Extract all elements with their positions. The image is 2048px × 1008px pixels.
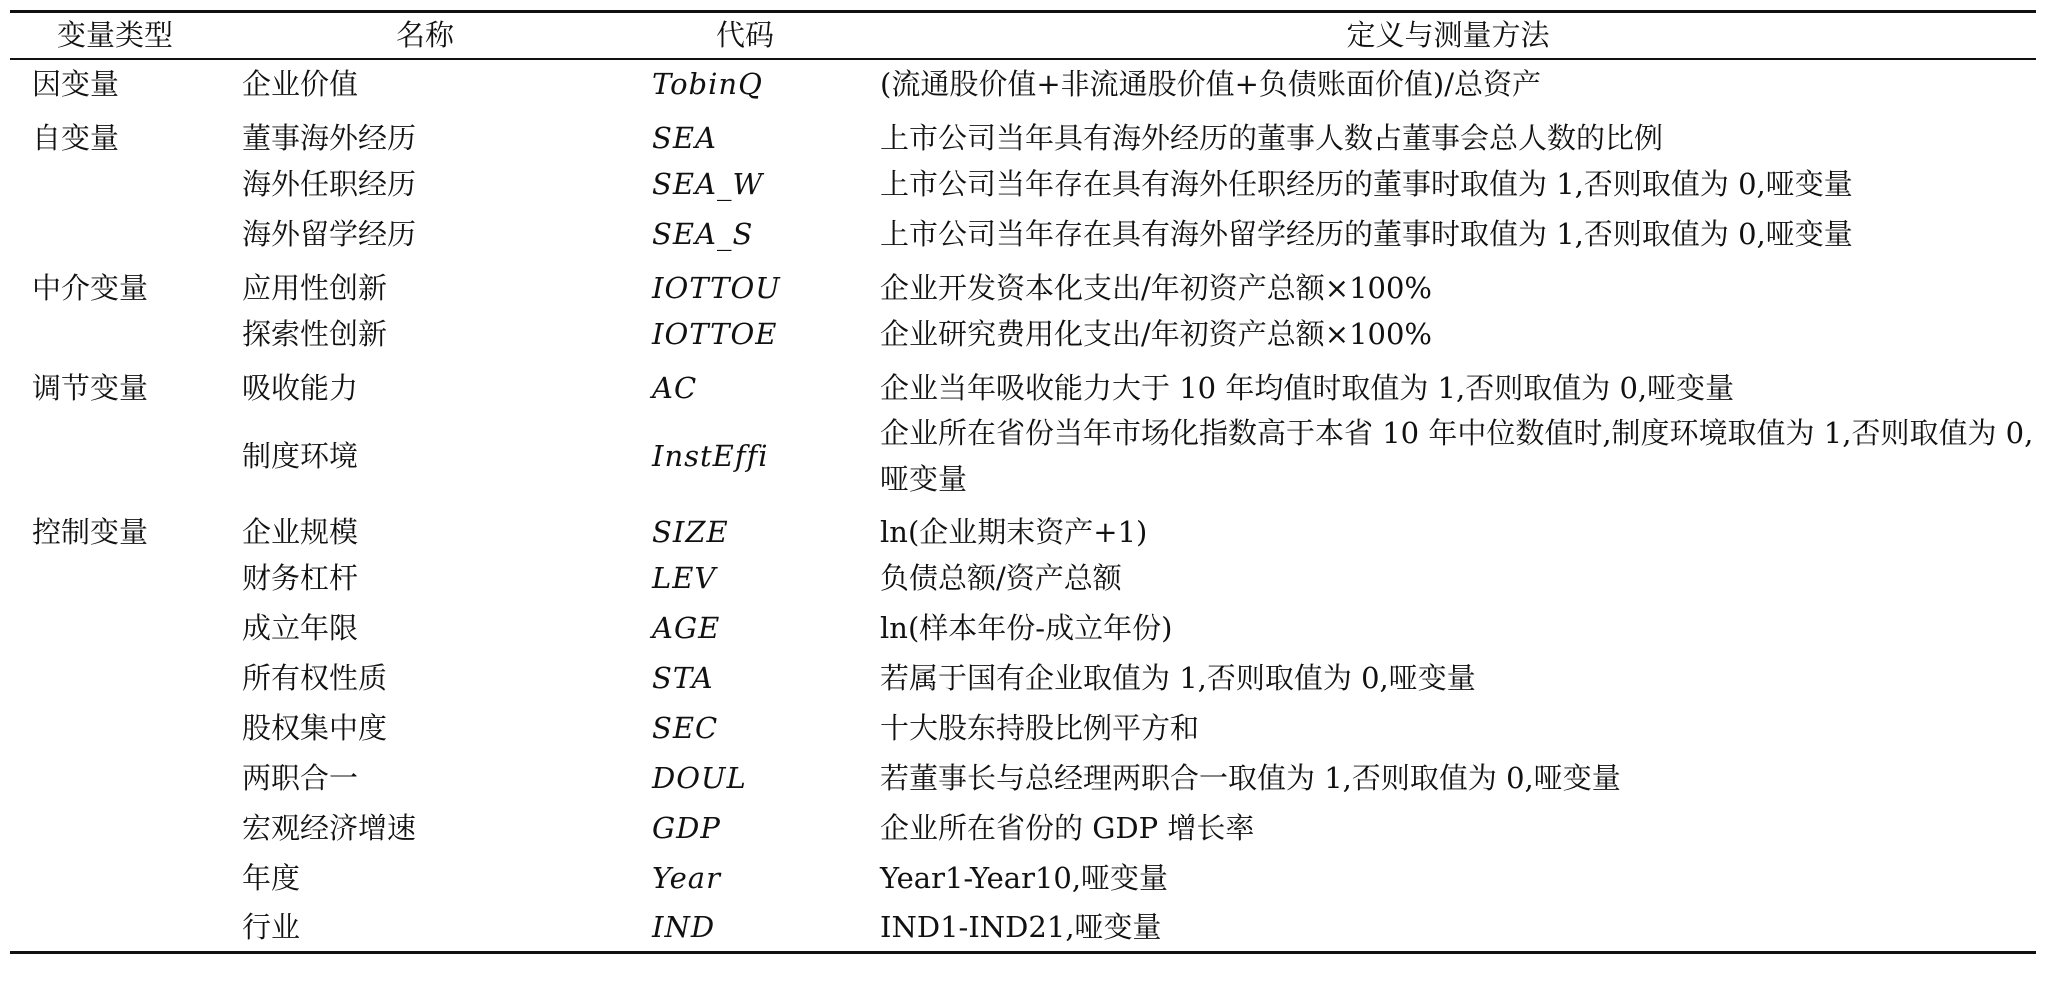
variable-type-cell xyxy=(10,903,220,953)
variable-definition-table-wrapper xyxy=(10,10,2036,954)
header-definition: 定义与测量方法 xyxy=(860,12,2036,59)
variable-type-cell xyxy=(10,603,220,653)
variable-type-cell xyxy=(10,409,220,503)
table-row xyxy=(10,803,2036,853)
table-row xyxy=(10,159,2036,209)
variable-type-cell: 自变量 xyxy=(32,120,120,155)
variable-type-cell xyxy=(10,753,220,803)
variable-definition-cell: 上市公司当年存在具有海外任职经历的董事时取值为 1,否则取值为 0,哑变量 xyxy=(880,166,1853,201)
table-row xyxy=(10,109,2036,159)
variable-definition-cell: 企业开发资本化支出/年初资产总额×100% xyxy=(880,270,1432,305)
variable-code-cell: IOTTOU xyxy=(652,270,781,305)
table-body xyxy=(10,59,2036,953)
variable-code-cell: SEA_W xyxy=(652,166,764,201)
variable-definition-cell: 上市公司当年存在具有海外留学经历的董事时取值为 1,否则取值为 0,哑变量 xyxy=(880,216,1853,251)
table-row xyxy=(10,603,2036,653)
variable-name-cell: 行业 xyxy=(220,903,630,953)
table-row xyxy=(10,59,2036,109)
variable-definition-cell: 企业所在省份当年市场化指数高于本省 10 年中位数值时,制度环境取值为 1,否则取值为 0,哑变量 xyxy=(880,415,2034,496)
variable-type-cell xyxy=(10,209,220,259)
variable-definition-cell: 负债总额/资产总额 xyxy=(880,560,1122,595)
variable-name-cell: 两职合一 xyxy=(242,760,359,795)
table-header xyxy=(10,12,2036,59)
header-variable-type: 变量类型 xyxy=(10,12,220,59)
variable-definition-cell: ln(样本年份-成立年份) xyxy=(880,610,1173,645)
variable-name-cell: 成立年限 xyxy=(242,610,359,645)
variable-name-cell: 企业规模 xyxy=(242,514,359,549)
variable-code-cell: GDP xyxy=(652,810,721,845)
variable-name-cell: 所有权性质 xyxy=(242,660,388,695)
variable-definition-cell: Year1-Year10,哑变量 xyxy=(880,860,1169,895)
variable-name-cell: 财务杠杆 xyxy=(242,560,359,595)
variable-type-cell xyxy=(10,553,220,603)
variable-type-cell xyxy=(10,803,220,853)
variable-code-cell: LEV xyxy=(652,560,717,595)
variable-name-cell: 年度 xyxy=(242,860,301,895)
table-row xyxy=(10,653,2036,703)
variable-definition-cell: (流通股价值+非流通股价值+负债账面价值)/总资产 xyxy=(880,67,1541,101)
variable-name-cell: 宏观经济增速 xyxy=(242,810,417,845)
variable-code-cell: IND xyxy=(630,903,860,953)
variable-name-cell: 海外留学经历 xyxy=(242,216,417,251)
table-row xyxy=(10,259,2036,309)
variable-code-cell: SIZE xyxy=(652,514,729,549)
variable-type-cell: 因变量 xyxy=(32,67,120,101)
variable-name-cell: 海外任职经历 xyxy=(242,166,417,201)
variable-code-cell: SEA_S xyxy=(652,216,754,251)
variable-definition-cell: 若属于国有企业取值为 1,否则取值为 0,哑变量 xyxy=(880,660,1476,695)
variable-name-cell: 吸收能力 xyxy=(242,370,359,405)
variable-definition-cell: 上市公司当年具有海外经历的董事人数占董事会总人数的比例 xyxy=(880,120,1664,155)
table-row xyxy=(10,553,2036,603)
table-row xyxy=(10,209,2036,259)
header-name: 名称 xyxy=(220,12,630,59)
variable-definition-cell: 十大股东持股比例平方和 xyxy=(880,710,1200,745)
variable-code-cell: STA xyxy=(652,660,714,695)
variable-type-cell xyxy=(10,653,220,703)
variable-code-cell: InstEffi xyxy=(652,438,769,473)
variable-name-cell: 探索性创新 xyxy=(242,316,388,351)
variable-code-cell: AC xyxy=(652,370,698,405)
variable-type-cell xyxy=(10,309,220,359)
variable-code-cell: DOUL xyxy=(652,760,747,795)
variable-definition-cell: IND1-IND21,哑变量 xyxy=(860,903,2036,953)
variable-code-cell: SEA xyxy=(652,120,717,155)
table-row xyxy=(10,309,2036,359)
variable-type-cell xyxy=(10,853,220,903)
variable-definition-table xyxy=(10,10,2036,954)
variable-definition-cell: 企业所在省份的 GDP 增长率 xyxy=(880,810,1255,845)
table-row xyxy=(10,703,2036,753)
variable-definition-cell: 企业当年吸收能力大于 10 年均值时取值为 1,否则取值为 0,哑变量 xyxy=(880,370,1735,405)
variable-name-cell: 制度环境 xyxy=(242,438,359,473)
variable-code-cell: AGE xyxy=(652,610,721,645)
table-row xyxy=(10,503,2036,553)
table-row xyxy=(10,903,2036,953)
variable-name-cell: 股权集中度 xyxy=(242,710,388,745)
header-row xyxy=(10,12,2036,59)
variable-definition-cell: ln(企业期末资产+1) xyxy=(880,514,1148,549)
variable-code-cell: Year xyxy=(652,860,721,895)
variable-code-cell: IOTTOE xyxy=(652,316,778,351)
variable-definition-cell: 若董事长与总经理两职合一取值为 1,否则取值为 0,哑变量 xyxy=(880,760,1621,795)
variable-name-cell: 应用性创新 xyxy=(242,270,388,305)
table-row xyxy=(10,409,2036,503)
variable-definition-cell: 企业研究费用化支出/年初资产总额×100% xyxy=(880,316,1432,351)
variable-name-cell: 企业价值 xyxy=(242,67,359,101)
variable-type-cell: 调节变量 xyxy=(32,370,149,405)
variable-type-cell: 控制变量 xyxy=(32,514,149,549)
variable-name-cell: 董事海外经历 xyxy=(242,120,417,155)
table-row xyxy=(10,359,2036,409)
header-code: 代码 xyxy=(630,12,860,59)
variable-type-cell xyxy=(10,703,220,753)
table-row xyxy=(10,753,2036,803)
variable-code-cell: SEC xyxy=(652,710,719,745)
variable-code-cell: TobinQ xyxy=(652,67,763,101)
variable-type-cell: 中介变量 xyxy=(32,270,149,305)
table-row xyxy=(10,853,2036,903)
variable-type-cell xyxy=(10,159,220,209)
